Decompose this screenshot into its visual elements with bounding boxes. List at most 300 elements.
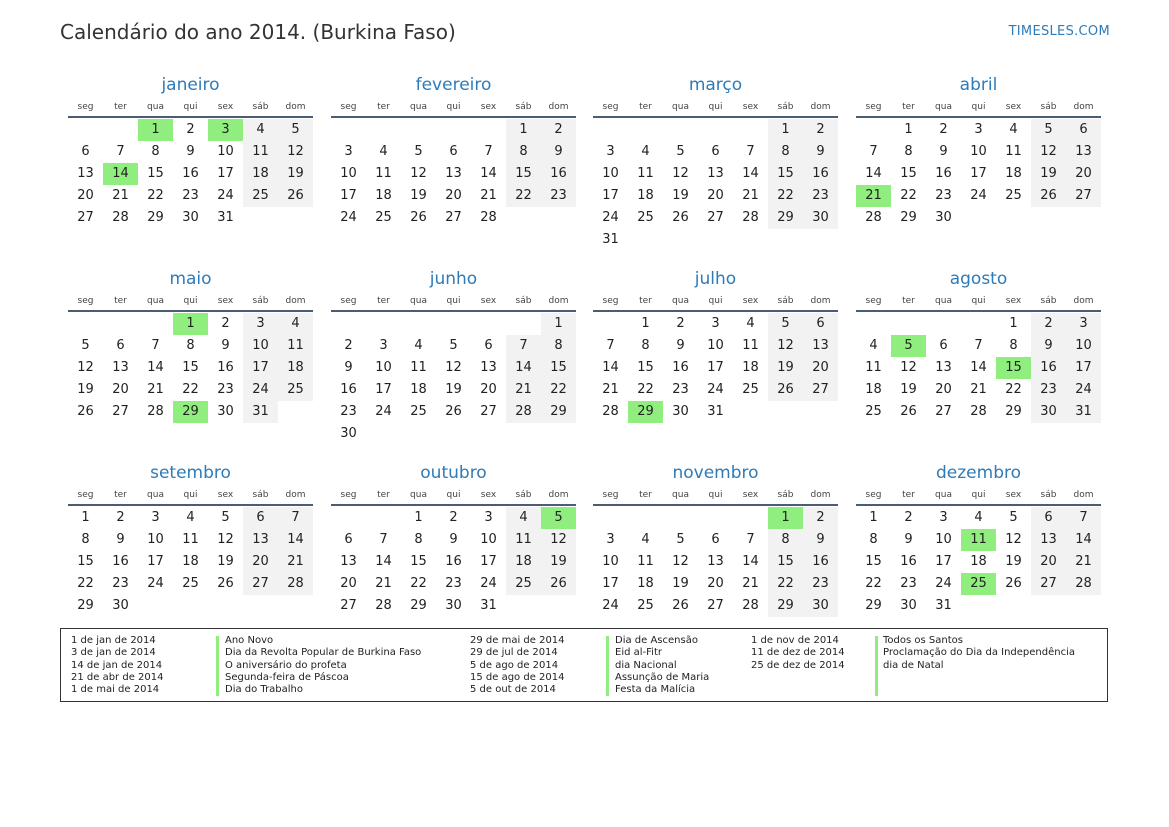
day-cell: 22 [900,188,917,203]
day-cell: 7 [484,144,493,159]
site-link[interactable]: TIMESLES.COM [1008,24,1110,39]
day-cell: 13 [1031,529,1066,551]
day-cell: 26 [1005,576,1022,591]
day-cell: 17 [707,360,724,375]
day-cell: 19 [1031,163,1066,185]
weekday-label: qua [935,296,952,306]
day-cell: 8 [768,529,803,551]
day-cell: 23 [803,185,838,207]
day-cell: 30 [803,595,838,617]
weekday-label: qua [410,296,427,306]
day-cell: 5 [676,144,685,159]
month-title: janeiro [161,75,220,95]
empty-cell [401,119,436,141]
day-cell: 21 [970,382,987,397]
day-cell: 29 [865,598,882,613]
day-cell: 12 [541,529,576,551]
day-cell: 16 [1031,357,1066,379]
day-cell: 23 [182,188,199,203]
month-title: março [688,75,743,95]
weekday-label: dom [810,296,831,306]
weekday-header [593,98,838,118]
day-cell: 21 [742,188,759,203]
day-cell: 8 [506,141,541,163]
day-cell: 4 [641,532,650,547]
empty-cell [733,119,768,141]
day-cell: 3 [606,532,615,547]
day-cell: 9 [904,532,913,547]
day-cell: 13 [1066,141,1101,163]
day-cell: 7 [116,144,125,159]
weekday-header [593,486,838,506]
day-cell: 14 [602,360,619,375]
weekday-label: sex [217,102,234,112]
day-cell: 13 [77,166,94,181]
day-grid [331,507,576,617]
weekday-label: sáb [515,102,532,112]
empty-cell [506,313,541,335]
weekday-label: seg [865,490,882,500]
day-cell: 16 [340,382,357,397]
day-cell: 24 [1066,379,1101,401]
day-cell: 30 [935,210,952,225]
holiday-cell: 29 [173,401,208,423]
empty-cell [663,507,698,529]
weekday-label: sáb [777,296,794,306]
day-grid [331,119,576,229]
weekday-label: seg [602,490,619,500]
month-title: julho [694,269,737,289]
day-cell: 8 [869,532,878,547]
legend-date: 21 de abr de 2014 [71,671,164,683]
day-cell: 5 [449,338,458,353]
day-cell: 11 [243,141,278,163]
day-cell: 17 [147,554,164,569]
month-title: abril [959,75,998,95]
day-cell: 3 [1066,313,1101,335]
day-cell: 18 [637,188,654,203]
day-cell: 19 [672,188,689,203]
weekday-label: ter [114,296,127,306]
day-cell: 6 [711,144,720,159]
day-cell: 17 [935,554,952,569]
day-cell: 7 [746,144,755,159]
day-cell: 17 [970,166,987,181]
empty-cell [68,119,103,141]
day-cell: 11 [506,529,541,551]
day-cell: 22 [77,576,94,591]
weekday-label: ter [902,490,915,500]
weekday-header [593,292,838,312]
day-grid [856,119,1101,229]
day-cell: 12 [1005,532,1022,547]
day-grid [856,313,1101,423]
empty-cell [471,313,506,335]
empty-cell [593,313,628,335]
day-cell: 13 [707,554,724,569]
day-cell: 13 [480,360,497,375]
day-cell: 30 [672,404,689,419]
weekday-label: qui [708,490,723,500]
day-cell: 28 [506,401,541,423]
day-cell: 7 [278,507,313,529]
day-cell: 13 [243,529,278,551]
day-cell: 6 [484,338,493,353]
day-cell: 10 [340,166,357,181]
day-cell: 15 [768,551,803,573]
day-cell: 30 [803,207,838,229]
day-cell: 23 [672,382,689,397]
month-setembro [68,460,313,617]
month-title: dezembro [936,463,1021,483]
day-cell: 13 [935,360,952,375]
day-cell: 3 [379,338,388,353]
day-cell: 10 [147,532,164,547]
day-cell: 5 [768,313,803,335]
day-grid [593,313,838,423]
day-cell: 26 [541,573,576,595]
day-cell: 8 [904,144,913,159]
empty-cell [366,119,401,141]
month-março [593,72,838,251]
day-cell: 3 [711,316,720,331]
legend-holiday-name: Ano Novo [225,635,274,646]
holiday-cell: 14 [103,163,138,185]
day-cell: 23 [803,573,838,595]
day-cell: 12 [768,335,803,357]
day-cell: 31 [243,401,278,423]
day-cell: 4 [414,338,423,353]
day-cell: 19 [900,382,917,397]
day-cell: 2 [449,510,458,525]
day-cell: 9 [116,532,125,547]
day-cell: 31 [480,598,497,613]
month-abril [856,72,1101,229]
empty-cell [593,119,628,141]
day-cell: 27 [1066,185,1101,207]
day-cell: 6 [1066,119,1101,141]
day-cell: 20 [340,576,357,591]
weekday-label: sáb [777,490,794,500]
day-cell: 23 [541,185,576,207]
day-cell: 29 [900,210,917,225]
weekday-label: sáb [777,102,794,112]
month-title: setembro [150,463,231,483]
day-cell: 10 [1066,335,1101,357]
day-cell: 26 [768,379,803,401]
day-cell: 24 [707,382,724,397]
weekday-label: qui [708,102,723,112]
legend-date: 5 de ago de 2014 [470,659,559,671]
month-outubro [331,460,576,617]
day-cell: 2 [541,119,576,141]
month-title: novembro [672,463,759,483]
day-cell: 23 [900,576,917,591]
month-title: agosto [949,269,1008,289]
day-cell: 4 [186,510,195,525]
legend-date: 29 de mai de 2014 [470,635,565,646]
day-cell: 20 [77,188,94,203]
empty-cell [331,507,366,529]
day-cell: 14 [506,357,541,379]
day-cell: 14 [147,360,164,375]
day-cell: 5 [414,144,423,159]
day-cell: 16 [217,360,234,375]
day-cell: 31 [217,210,234,225]
day-cell: 29 [541,401,576,423]
day-cell: 16 [935,166,952,181]
weekday-label: seg [865,102,882,112]
weekday-label: dom [285,296,306,306]
weekday-label: dom [1073,102,1094,112]
weekday-label: qui [183,490,198,500]
weekday-label: ter [114,102,127,112]
legend-bar [875,636,878,696]
day-grid [68,507,313,617]
empty-cell [628,119,663,141]
weekday-label: sáb [252,490,269,500]
day-cell: 14 [970,360,987,375]
day-cell: 17 [602,188,619,203]
day-cell: 4 [243,119,278,141]
weekday-label: qui [446,296,461,306]
month-fevereiro [331,72,576,229]
day-cell: 10 [375,360,392,375]
day-cell: 16 [541,163,576,185]
day-cell: 6 [711,532,720,547]
weekday-label: qua [147,296,164,306]
day-cell: 9 [541,141,576,163]
day-cell: 12 [445,360,462,375]
day-cell: 1 [869,510,878,525]
empty-cell [628,507,663,529]
day-cell: 16 [803,551,838,573]
holiday-cell: 25 [961,573,996,595]
day-cell: 6 [449,144,458,159]
day-cell: 28 [742,598,759,613]
day-cell: 18 [243,163,278,185]
day-cell: 26 [278,185,313,207]
day-cell: 7 [151,338,160,353]
day-cell: 25 [278,379,313,401]
weekday-label: sáb [1040,296,1057,306]
legend-holiday-name: Dia da Revolta Popular de Burkina Faso [225,647,422,659]
weekday-label: dom [1073,296,1094,306]
weekday-label: ter [114,490,127,500]
day-cell: 22 [541,379,576,401]
day-cell: 20 [935,382,952,397]
day-cell: 16 [803,163,838,185]
day-cell: 19 [77,382,94,397]
day-cell: 28 [480,210,497,225]
day-cell: 10 [602,554,619,569]
day-cell: 11 [182,532,199,547]
day-cell: 26 [1031,185,1066,207]
day-cell: 21 [278,551,313,573]
day-cell: 20 [1066,163,1101,185]
legend-date: 1 de jan de 2014 [71,635,156,646]
weekday-label: sáb [1040,102,1057,112]
holiday-cell: 21 [856,185,891,207]
weekday-header [856,486,1101,506]
day-cell: 14 [375,554,392,569]
day-cell: 22 [637,382,654,397]
holiday-cell: 29 [628,401,663,423]
day-cell: 10 [970,144,987,159]
day-grid [68,119,313,229]
day-cell: 26 [445,404,462,419]
day-cell: 26 [900,404,917,419]
month-agosto [856,266,1101,423]
day-cell: 6 [939,338,948,353]
month-julho [593,266,838,423]
day-cell: 19 [445,382,462,397]
weekday-label: qua [935,490,952,500]
empty-cell [891,313,926,335]
day-cell: 7 [974,338,983,353]
weekday-label: dom [1073,490,1094,500]
month-title: maio [169,269,212,289]
day-cell: 18 [410,382,427,397]
day-cell: 17 [375,382,392,397]
empty-cell [331,119,366,141]
day-cell: 23 [217,382,234,397]
day-cell: 9 [344,360,353,375]
holiday-cell: 1 [138,119,173,141]
day-cell: 15 [77,554,94,569]
holiday-cell: 11 [961,529,996,551]
month-janeiro [68,72,313,229]
day-cell: 7 [1066,507,1101,529]
day-cell: 11 [410,360,427,375]
day-cell: 2 [186,122,195,137]
weekday-label: ter [639,102,652,112]
empty-cell [733,507,768,529]
empty-cell [698,507,733,529]
weekday-label: qui [183,296,198,306]
empty-cell [68,313,103,335]
legend-names-col-3 [883,635,1075,672]
weekday-label: seg [340,102,357,112]
day-cell: 6 [803,313,838,335]
day-cell: 23 [445,576,462,591]
empty-cell [663,119,698,141]
day-cell: 16 [445,554,462,569]
day-cell: 22 [182,382,199,397]
day-cell: 31 [602,232,619,247]
day-cell: 13 [445,166,462,181]
day-cell: 9 [939,144,948,159]
day-cell: 13 [340,554,357,569]
day-cell: 8 [541,335,576,357]
weekday-label: qui [446,490,461,500]
day-cell: 21 [112,188,129,203]
day-cell: 27 [243,573,278,595]
month-maio [68,266,313,423]
day-cell: 3 [484,510,493,525]
day-cell: 31 [707,404,724,419]
day-cell: 12 [672,554,689,569]
day-cell: 22 [768,573,803,595]
weekday-label: seg [340,490,357,500]
weekday-label: sáb [252,102,269,112]
day-cell: 17 [480,554,497,569]
day-cell: 10 [480,532,497,547]
day-cell: 10 [217,144,234,159]
legend-holiday-name: Assunção de Maria [615,671,710,683]
day-cell: 19 [541,551,576,573]
day-cell: 28 [742,210,759,225]
day-cell: 24 [147,576,164,591]
empty-cell [138,313,173,335]
day-cell: 19 [278,163,313,185]
day-cell: 2 [1031,313,1066,335]
legend-holiday-name: Segunda-feira de Páscoa [225,671,349,683]
legend-holiday-name: Eid al-Fitr [615,647,662,659]
day-cell: 25 [506,573,541,595]
day-cell: 6 [344,532,353,547]
day-cell: 18 [637,576,654,591]
holiday-legend [60,628,1108,702]
day-cell: 1 [81,510,90,525]
day-cell: 10 [602,166,619,181]
weekday-label: ter [377,296,390,306]
weekday-label: sáb [515,296,532,306]
legend-holiday-name: dia Nacional [615,659,677,671]
day-cell: 12 [410,166,427,181]
legend-date: 25 de dez de 2014 [751,659,845,671]
day-cell: 18 [970,554,987,569]
weekday-label: ter [639,296,652,306]
day-cell: 17 [602,576,619,591]
day-cell: 30 [182,210,199,225]
empty-cell [103,313,138,335]
day-cell: 22 [506,185,541,207]
day-cell: 22 [1005,382,1022,397]
day-cell: 4 [1009,122,1018,137]
holiday-cell: 5 [541,507,576,529]
day-cell: 2 [344,338,353,353]
day-cell: 24 [375,404,392,419]
weekday-label: ter [902,102,915,112]
day-cell: 24 [340,210,357,225]
day-cell: 25 [865,404,882,419]
day-cell: 11 [637,166,654,181]
day-cell: 25 [637,210,654,225]
weekday-label: sex [217,296,234,306]
day-cell: 6 [243,507,278,529]
legend-holiday-name: Dia de Ascensão [615,635,698,646]
day-cell: 20 [1031,551,1066,573]
day-cell: 15 [541,357,576,379]
day-cell: 19 [768,357,803,379]
day-cell: 12 [278,141,313,163]
weekday-label: ter [377,102,390,112]
day-cell: 29 [768,207,803,229]
day-cell: 24 [217,188,234,203]
weekday-label: sáb [252,296,269,306]
weekday-label: qui [971,296,986,306]
day-cell: 14 [1066,529,1101,551]
day-grid [68,313,313,423]
day-cell: 19 [672,576,689,591]
legend-holiday-name: dia de Natal [883,659,944,671]
day-cell: 15 [900,166,917,181]
empty-cell [103,119,138,141]
month-title: junho [429,269,478,289]
day-cell: 13 [112,360,129,375]
day-cell: 10 [935,532,952,547]
